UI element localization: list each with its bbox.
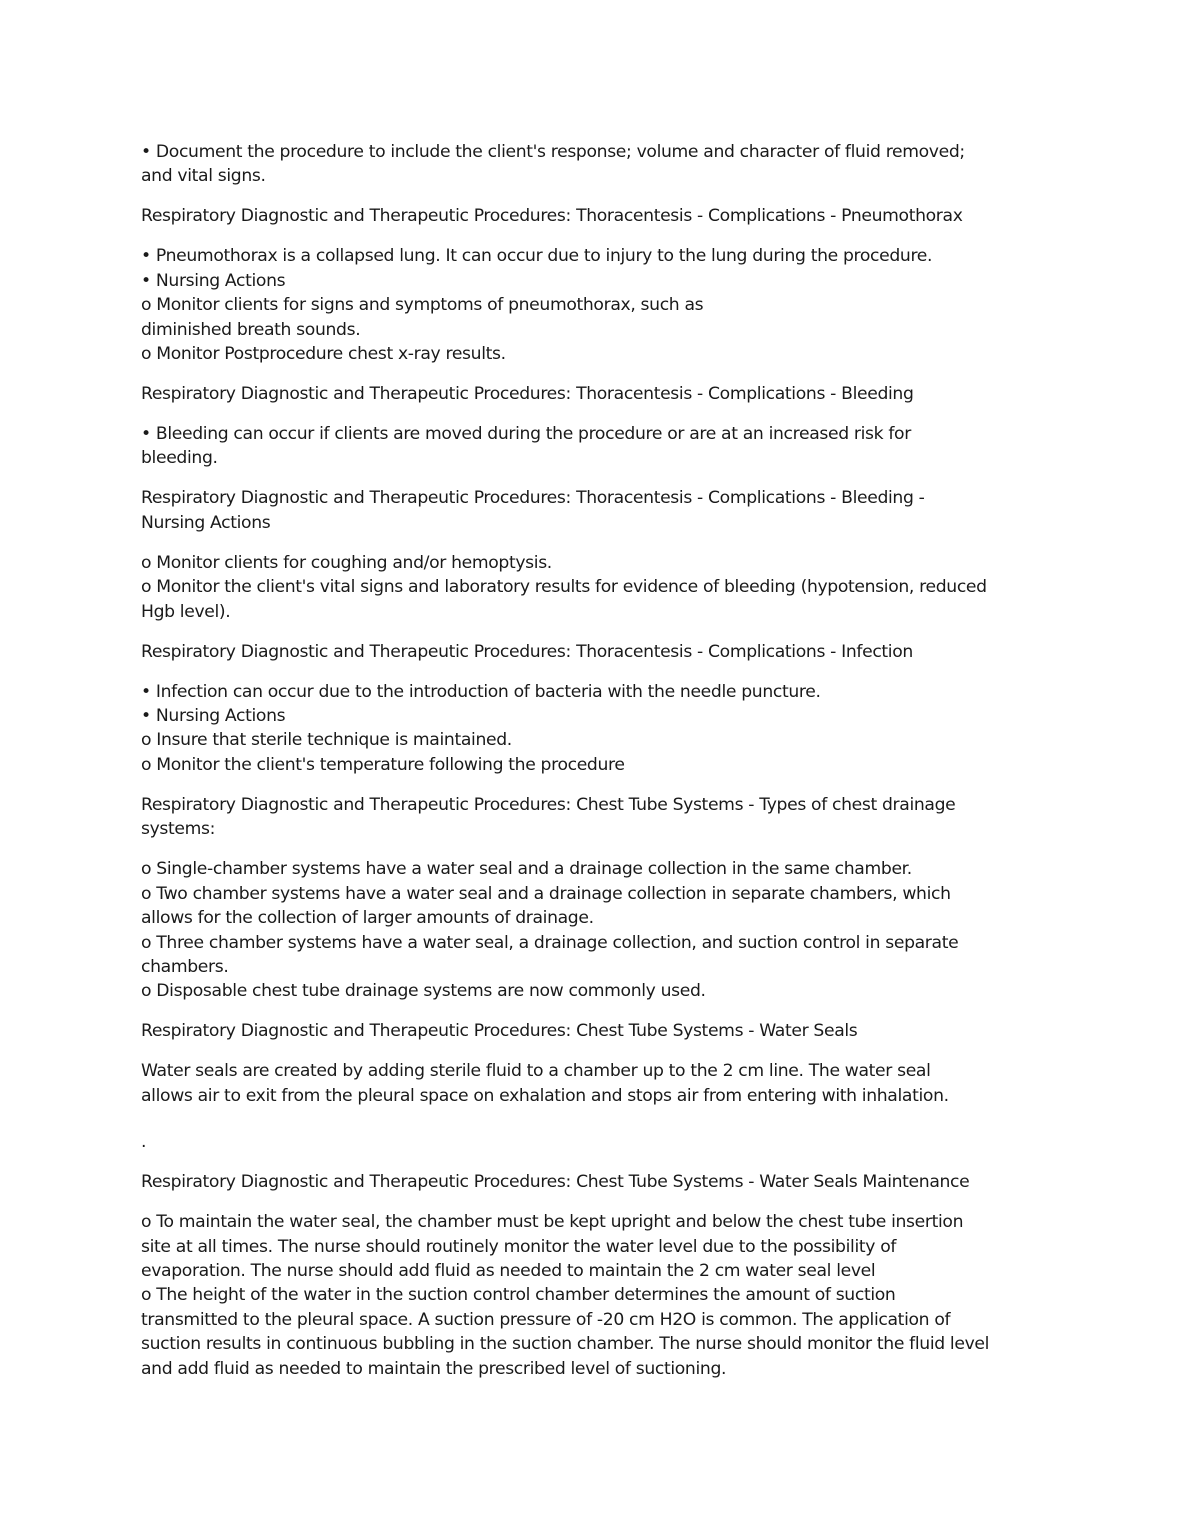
bullet-paragraph — [141, 680, 1053, 778]
text-line: and add fluid as needed to maintain the prescribed level of suctioning. — [141, 1358, 727, 1379]
heading-line: systems: — [141, 819, 216, 840]
heading-line: Respiratory Diagnostic and Therapeutic Procedures: Thoracentesis - Complications - Bleeding — [141, 384, 914, 405]
heading-line: Respiratory Diagnostic and Therapeutic Procedures: Chest Tube Systems - Types of chest drainage — [141, 794, 956, 815]
text-line: o Disposable chest tube drainage systems are now commonly used. — [141, 981, 706, 1002]
text-line: o Monitor Postprocedure chest x-ray results. — [141, 344, 506, 365]
bullet-paragraph — [141, 551, 1053, 624]
text-line: o Insure that sterile technique is maintained. — [141, 730, 512, 751]
section-heading — [141, 640, 1053, 664]
text-line: allows for the collection of larger amounts of drainage. — [141, 908, 594, 929]
section-heading — [141, 486, 1053, 535]
bullet-paragraph — [141, 140, 1053, 189]
text-line: transmitted to the pleural space. A suction pressure of -20 cm H2O is common. The application of — [141, 1309, 951, 1330]
heading-line: Respiratory Diagnostic and Therapeutic Procedures: Thoracentesis - Complications - Bleeding - — [141, 488, 925, 509]
heading-line: Respiratory Diagnostic and Therapeutic Procedures: Chest Tube Systems - Water Seals Maintenance — [141, 1172, 970, 1193]
document-page — [141, 140, 1053, 1397]
text-line: • Nursing Actions — [141, 270, 286, 291]
text-line: . — [141, 1132, 147, 1153]
text-line: • Infection can occur due to the introduction of bacteria with the needle puncture. — [141, 681, 821, 702]
text-line: • Document the procedure to include the client's response; volume and character of fluid removed; — [141, 142, 965, 162]
text-line: o To maintain the water seal, the chamber must be kept upright and below the chest tube insertion — [141, 1212, 964, 1233]
heading-line: Nursing Actions — [141, 512, 271, 533]
text-line: o Two chamber systems have a water seal and a drainage collection in separate chambers, which — [141, 883, 951, 904]
bullet-paragraph — [141, 244, 1053, 366]
heading-line: Respiratory Diagnostic and Therapeutic Procedures: Chest Tube Systems - Water Seals — [141, 1021, 858, 1042]
text-line: • Nursing Actions — [141, 706, 286, 727]
bullet-paragraph — [141, 1210, 1053, 1381]
bullet-paragraph — [141, 857, 1053, 1003]
text-line: suction results in continuous bubbling in the suction chamber. The nurse should monitor the fluid level — [141, 1334, 990, 1355]
text-line: and vital signs. — [141, 166, 266, 187]
heading-line: Respiratory Diagnostic and Therapeutic Procedures: Thoracentesis - Complications - Pneumothorax — [141, 206, 963, 227]
bullet-paragraph — [141, 422, 1053, 471]
section-heading — [141, 204, 1053, 228]
text-line: allows air to exit from the pleural space on exhalation and stops air from entering with inhalation. — [141, 1085, 949, 1106]
text-line: • Bleeding can occur if clients are moved during the procedure or are at an increased risk for — [141, 424, 911, 445]
heading-line: Respiratory Diagnostic and Therapeutic Procedures: Thoracentesis - Complications - Infection — [141, 641, 913, 662]
text-line: o Monitor the client's temperature following the procedure — [141, 754, 625, 775]
text-line: chambers. — [141, 956, 229, 977]
text-line: o Monitor clients for signs and symptoms of pneumothorax, such as — [141, 295, 704, 316]
section-heading — [141, 793, 1053, 842]
text-line: evaporation. The nurse should add fluid as needed to maintain the 2 cm water seal level — [141, 1260, 876, 1281]
text-line: diminished breath sounds. — [141, 319, 361, 340]
text-line: Water seals are created by adding sterile fluid to a chamber up to the 2 cm line. The water seal — [141, 1061, 931, 1082]
text-line: Hgb level). — [141, 601, 231, 622]
text-line: • Pneumothorax is a collapsed lung. It can occur due to injury to the lung during the procedure. — [141, 246, 933, 267]
body-paragraph — [141, 1059, 1053, 1108]
text-line: o Monitor the client's vital signs and laboratory results for evidence of bleeding (hypotension, reduced — [141, 577, 987, 598]
text-line: o Single-chamber systems have a water seal and a drainage collection in the same chamber. — [141, 859, 912, 880]
stray-dot — [141, 1130, 1053, 1154]
text-line: o Three chamber systems have a water seal, a drainage collection, and suction control in separate — [141, 932, 959, 953]
text-line: site at all times. The nurse should routinely monitor the water level due to the possibility of — [141, 1236, 897, 1257]
section-heading — [141, 1170, 1053, 1194]
text-line: o Monitor clients for coughing and/or hemoptysis. — [141, 552, 552, 573]
section-heading — [141, 382, 1053, 406]
text-line: bleeding. — [141, 448, 218, 469]
section-heading — [141, 1019, 1053, 1043]
text-line: o The height of the water in the suction control chamber determines the amount of suction — [141, 1285, 896, 1306]
